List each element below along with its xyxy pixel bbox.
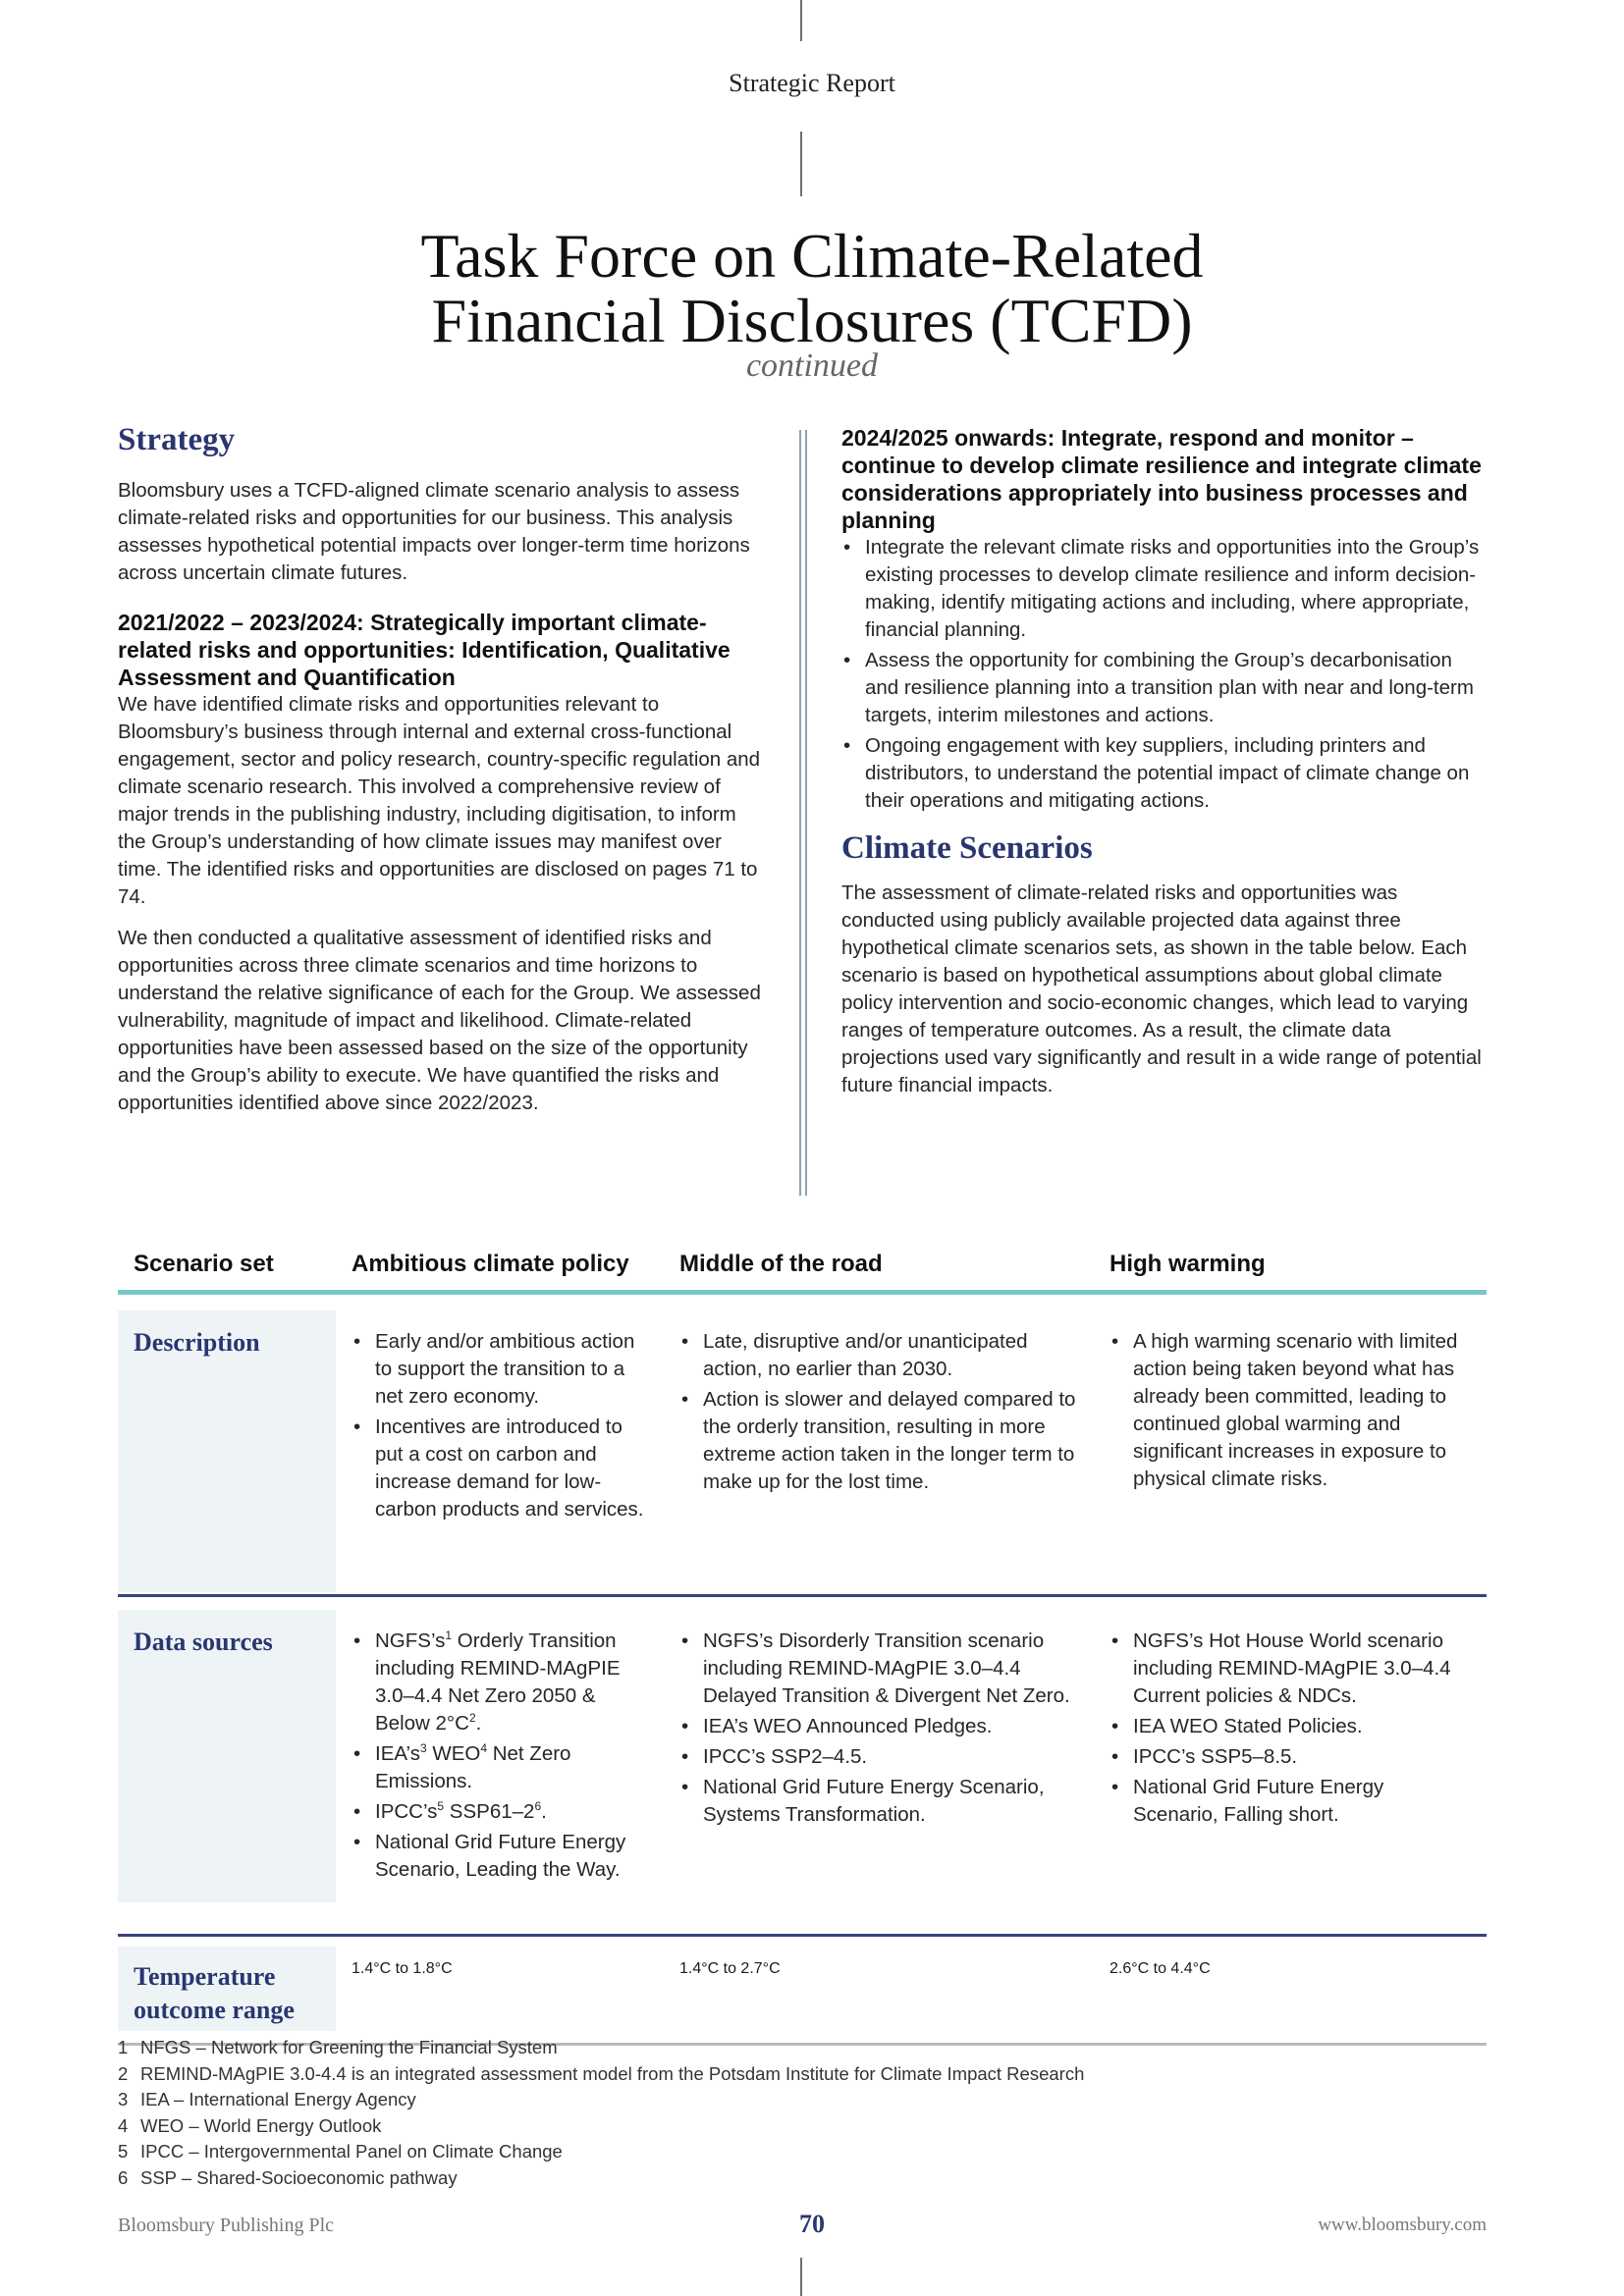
- table-header-middle: Middle of the road: [679, 1251, 883, 1277]
- list-item: • NGFS’s Hot House World scenario including REMIND-MAgPIE 3.0–4.4 Current policies & NDCs.: [1110, 1628, 1473, 1710]
- strategy-heading: Strategy: [118, 422, 236, 457]
- continued-label: continued: [745, 347, 879, 384]
- section-label: Strategic Report: [729, 69, 895, 97]
- scenario-table: [118, 1247, 1487, 2046]
- footer-website-link[interactable]: www.bloomsbury.com: [1318, 2215, 1487, 2235]
- row-label-temperature-line2: outcome range: [134, 1996, 295, 2024]
- data-sources-middle: [679, 1628, 1092, 1832]
- temperature-ambitious: 1.4°C to 1.8°C: [352, 1960, 453, 1977]
- page-title-line2: Financial Disclosures (TCFD): [431, 286, 1193, 355]
- list-item: • $IEA’s^3$ WEO$^4$ Net Zero Emissions.: [352, 1740, 646, 1795]
- table-row-description: [118, 1310, 1487, 1597]
- list-item: • $IPCC’s^5$ $SSP61-2^6$.: [352, 1798, 646, 1826]
- onwards-subheading: 2024/2025 onwards: Integrate, respond and monitor – continue to develop climate resilience and integrate climate considerations appropriately into business processes and planning: [841, 425, 1482, 533]
- temperature-middle: 1.4°C to 2.7°C: [679, 1960, 781, 1977]
- climate-scenarios-heading: Climate Scenarios: [841, 830, 1093, 866]
- row-label-temperature: [118, 1947, 336, 2031]
- page-number: 70: [799, 2210, 825, 2238]
- top-rule: [800, 0, 802, 41]
- footnotes: [118, 2035, 1492, 2191]
- description-middle: [679, 1328, 1092, 1499]
- list-item: • National Grid Future Energy Scenario, Falling short.: [1110, 1774, 1473, 1829]
- list-item: • Integrate the relevant climate risks and opportunities into the Group’s existing processes to develop climate resilience and inform decision-making, identify mitigating actions and including, where appropriate, financial planning.: [841, 534, 1489, 644]
- table-header-ambitious: Ambitious climate policy: [352, 1251, 629, 1277]
- table-row-data-sources: [118, 1610, 1487, 1937]
- header-rule: [800, 132, 802, 196]
- footnote: 4 WEO – World Energy Outlook: [118, 2114, 382, 2136]
- table-row-temperature: [118, 1937, 1487, 2046]
- footer-company: Bloomsbury Publishing Plc: [118, 2215, 335, 2236]
- list-item: • IEA’s WEO Announced Pledges.: [679, 1713, 1092, 1740]
- row-label-description: Description: [118, 1310, 336, 1592]
- onwards-list: [841, 534, 1489, 815]
- description-ambitious: [352, 1328, 646, 1526]
- data-sources-ambitious: [352, 1628, 646, 1887]
- strategy-subheading: 2021/2022 – 2023/2024: Strategically important climate-related risks and opportunities: Identification, Qualitative Assessment and Quantification: [118, 610, 731, 690]
- strategy-para1: We have identified climate risks and opportunities relevant to Bloomsbury’s business through internal and external cross-functional engagement, sector and policy research, country-specific regulation and climate scenario research. This involved a comprehensive review of major trends in the publishing industry, including digitisation, to inform the Group’s understanding of how climate issues may manifest over time. The identified risks and opportunities are disclosed on pages 71 to 74.: [118, 693, 761, 908]
- column-divider: [799, 430, 807, 1196]
- bottom-rule: [800, 2258, 802, 2296]
- description-high: [1110, 1328, 1473, 1496]
- list-item: • IPCC’s SSP2–4.5.: [679, 1743, 1092, 1771]
- left-column: [118, 420, 766, 1131]
- list-item: • IPCC’s SSP5–8.5.: [1110, 1743, 1473, 1771]
- list-item: • IEA WEO Stated Policies.: [1110, 1713, 1473, 1740]
- list-item: • Early and/or ambitious action to support the transition to a net zero economy.: [352, 1328, 646, 1411]
- strategy-para2: We then conducted a qualitative assessment of identified risks and opportunities across three climate scenarios and time horizons to understand the relative significance of each for the Group. We assessed vulnerability, magnitude of impact and likelihood. Climate-related opportunities have been assessed based on the size of the opportunity and the Group’s ability to execute. We have quantified the risks and opportunities identified above since 2022/2023.: [118, 927, 761, 1114]
- list-item: • NGFS’s Disorderly Transition scenario including REMIND-MAgPIE 3.0–4.4 Delayed Transition & Divergent Net Zero.: [679, 1628, 1092, 1710]
- list-item: • A high warming scenario with limited action being taken beyond what has already been committed, leading to continued global warming and significant increases in exposure to physical climate risks.: [1110, 1328, 1473, 1493]
- footnote: 3 IEA – International Energy Agency: [118, 2089, 416, 2109]
- row-label-temperature-line1: Temperature: [134, 1962, 276, 1991]
- page-title: [0, 221, 1624, 355]
- list-item: • Late, disruptive and/or unanticipated action, no earlier than 2030.: [679, 1328, 1092, 1383]
- table-header-high: High warming: [1110, 1251, 1266, 1277]
- climate-scenarios-para: The assessment of climate-related risks and opportunities was conducted using publicly available projected data against three hypothetical climate scenarios sets, as shown in the table below. Each scenario is based on hypothetical assumptions about global climate policy intervention and socio-economic changes, which lead to varying ranges of temperature outcomes. As a result, the climate data projections used vary significantly and result in a wide range of potential future financial impacts.: [841, 881, 1482, 1096]
- list-item: • Assess the opportunity for combining the Group’s decarbonisation and resilience planning into a transition plan with near and long-term targets, interim milestones and actions.: [841, 647, 1489, 729]
- table-header-scenario-set: Scenario set: [134, 1251, 274, 1277]
- row-label-data-sources: Data sources: [118, 1610, 336, 1902]
- data-sources-high: [1110, 1628, 1473, 1832]
- footnote: 6 SSP – Shared-Socioeconomic pathway: [118, 2166, 458, 2188]
- list-item: • Ongoing engagement with key suppliers, including printers and distributors, to understand the potential impact of climate change on their operations and mitigating actions.: [841, 732, 1489, 815]
- list-item: • National Grid Future Energy Scenario, Systems Transformation.: [679, 1774, 1092, 1829]
- list-item: • National Grid Future Energy Scenario, Leading the Way.: [352, 1829, 646, 1884]
- list-item: • Incentives are introduced to put a cost on carbon and increase demand for low-carbon products and services.: [352, 1414, 646, 1523]
- right-column: [841, 424, 1489, 1113]
- table-header-row: [118, 1247, 1487, 1295]
- footnote: 5 IPCC – Intergovernmental Panel on Climate Change: [118, 2141, 563, 2162]
- strategy-intro: Bloomsbury uses a TCFD-aligned climate scenario analysis to assess climate-related risks and opportunities for our business. This analysis assesses hypothetical potential impacts over longer-term time horizons across uncertain climate futures.: [118, 479, 750, 584]
- footnote: 2 REMIND-MAgPIE 3.0-4.4 is an integrated assessment model from the Potsdam Institute for Climate Impact Research: [118, 2062, 1085, 2084]
- list-item: • $NGFS’s^1$ Orderly Transition including REMIND-MAgPIE 3.0–4.4 Net Zero 2050 & Below $2^\circ C^2$.: [352, 1628, 646, 1737]
- page-title-line1: Task Force on Climate-Related: [420, 221, 1204, 291]
- temperature-high: 2.6°C to 4.4°C: [1110, 1960, 1211, 1977]
- footnote: 1 NFGS – Network for Greening the Financial System: [118, 2037, 558, 2057]
- list-item: • Action is slower and delayed compared to the orderly transition, resulting in more extreme action taken in the longer term to make up for the lost time.: [679, 1386, 1092, 1496]
